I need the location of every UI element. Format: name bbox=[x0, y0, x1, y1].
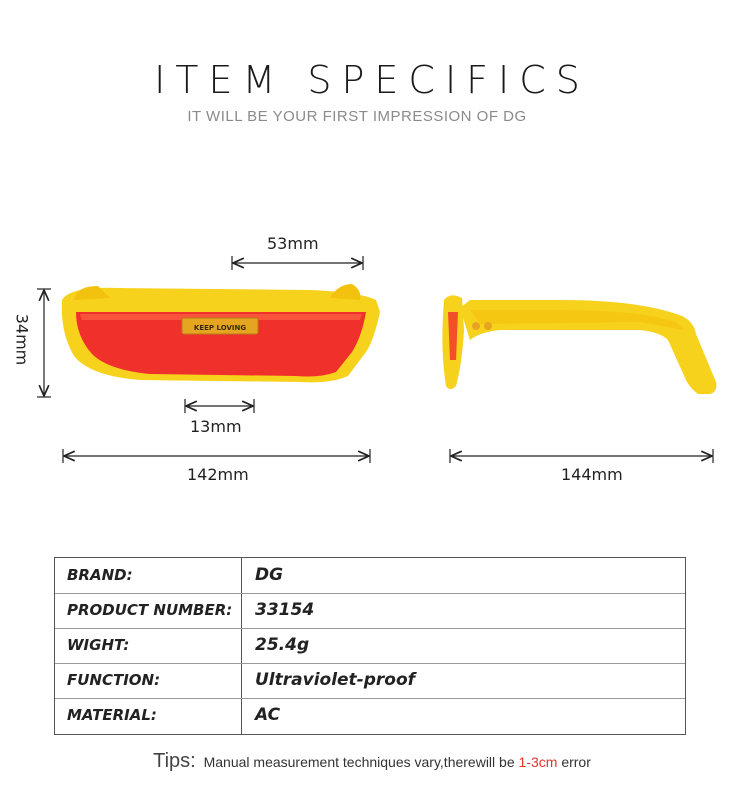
front-view-glasses bbox=[62, 284, 380, 382]
spec-value-weight: 25.4g bbox=[255, 635, 310, 655]
page-title: ITEM SPECIFICS bbox=[154, 58, 590, 102]
tips-note bbox=[0, 750, 744, 773]
spec-label-function: FUNCTION: bbox=[67, 671, 161, 689]
tips-text-before: Manual measurement techniques vary,therewill be bbox=[203, 754, 515, 770]
bridge-label: 13mm bbox=[190, 417, 242, 436]
spec-value-material: AC bbox=[255, 705, 281, 725]
lens-width-label: 53mm bbox=[267, 234, 319, 253]
tips-error-range: 1-3cm bbox=[518, 754, 558, 770]
spec-label-brand: BRAND: bbox=[67, 566, 133, 584]
spec-label-weight: WIGHT: bbox=[67, 636, 130, 654]
spec-label-material: MATERIAL: bbox=[67, 706, 157, 724]
lens-height-label: 34mm bbox=[12, 313, 32, 366]
frame-width-label: 142mm bbox=[187, 465, 249, 484]
table-row bbox=[55, 663, 685, 699]
page-subtitle: IT WILL BE YOUR FIRST IMPRESSION OF DG bbox=[187, 108, 527, 125]
right-hinge bbox=[330, 284, 360, 300]
spec-table bbox=[54, 557, 686, 735]
tips-text-after: error bbox=[561, 754, 591, 770]
temple-length-label: 144mm bbox=[561, 465, 623, 484]
spec-value-function: Ultraviolet-proof bbox=[255, 670, 416, 690]
table-row bbox=[55, 593, 685, 629]
hinge-screw bbox=[472, 322, 480, 330]
spec-value-brand: DG bbox=[255, 565, 284, 585]
lens-badge-text: KEEP LOVING bbox=[193, 324, 247, 332]
spec-value-product-number: 33154 bbox=[255, 600, 315, 620]
table-row bbox=[55, 558, 685, 594]
spec-label-product-number: PRODUCT NUMBER: bbox=[67, 601, 233, 619]
side-view-glasses bbox=[442, 295, 716, 394]
tips-label: Tips: bbox=[153, 750, 196, 772]
table-row bbox=[55, 698, 685, 733]
table-row bbox=[55, 628, 685, 664]
hinge-screw bbox=[484, 322, 492, 330]
